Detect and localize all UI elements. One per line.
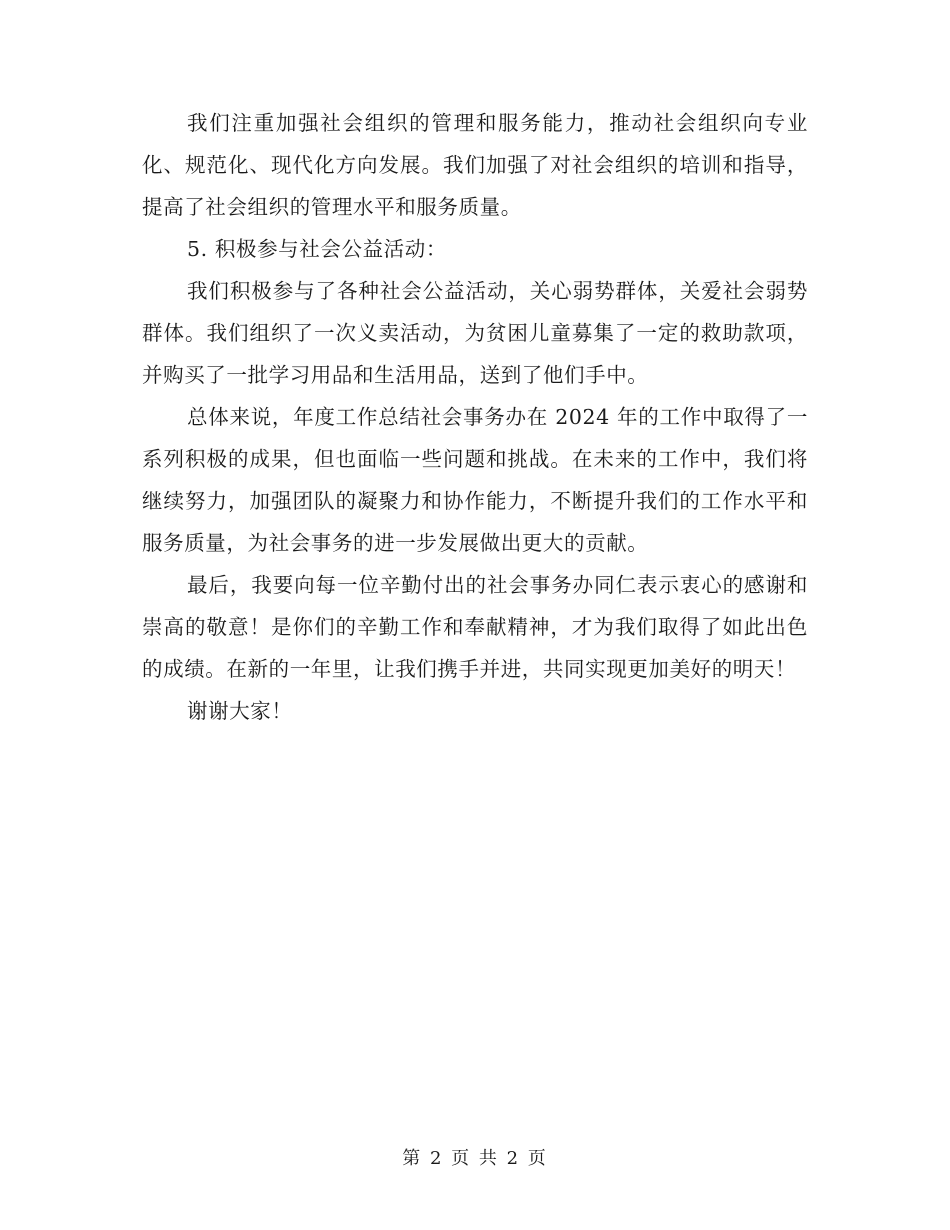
document-body: [142, 102, 808, 732]
section-heading-public-welfare: 5. 积极参与社会公益活动：: [187, 237, 447, 261]
paragraph-closing: 谢谢大家！: [187, 699, 293, 723]
paragraph-social-org-management: 我们注重加强社会组织的管理和服务能力，推动社会组织向专业化、规范化、现代化方向发展。我们加强了对社会组织的培训和指导，提高了社会组织的管理水平和服务质量。: [142, 111, 808, 219]
paragraph-public-welfare: 我们积极参与了各种社会公益活动，关心弱势群体，关爱社会弱势群体。我们组织了一次义卖活动，为贫困儿童募集了一定的救助款项，并购买了一批学习用品和生活用品，送到了他们手中。: [142, 279, 808, 387]
paragraph-thanks-colleagues: 最后，我要向每一位辛勤付出的社会事务办同仁表示衷心的感谢和崇高的敬意！是你们的辛勤工作和奉献精神，才为我们取得了如此出色的成绩。在新的一年里，让我们携手并进，共同实现更加美好的明天！: [142, 573, 808, 681]
paragraph-summary: 总体来说，年度工作总结社会事务办在 2024 年的工作中取得了一系列积极的成果，但也面临一些问题和挑战。在未来的工作中，我们将继续努力，加强团队的凝聚力和协作能力，不断提升我们的工作水平和服务质量，为社会事务的进一步发展做出更大的贡献。: [142, 405, 808, 555]
page-number-footer: 第 2 页 共 2 页: [402, 1148, 548, 1169]
